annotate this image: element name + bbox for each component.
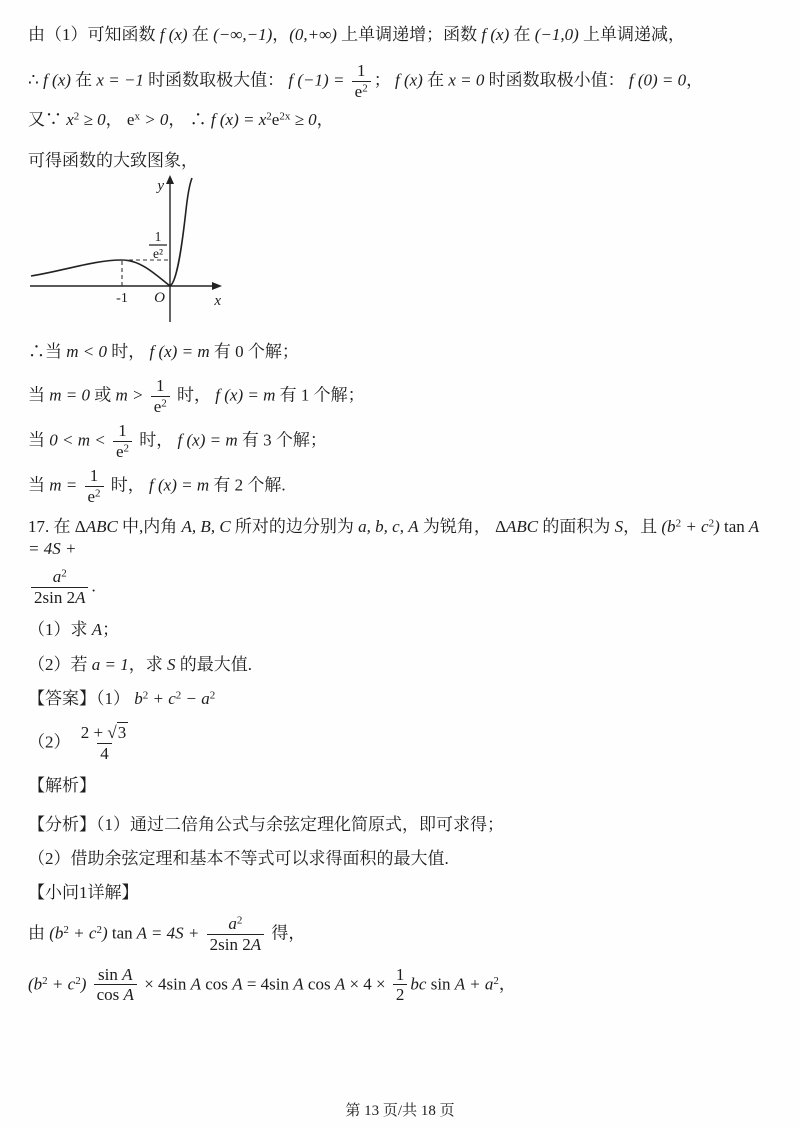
text-run: 为锐角，	[418, 516, 496, 536]
text-run: 上单调递增；函数	[336, 25, 482, 44]
text-run: 在	[70, 70, 97, 90]
math-run: S	[166, 654, 176, 674]
math-run: a	[52, 567, 62, 587]
math-run: + c	[68, 923, 97, 943]
case-m-zero-or-large	[28, 377, 774, 416]
text-run: 的最大值.	[175, 654, 252, 674]
superscript-run: 2	[161, 397, 167, 410]
math-run: 0 < m <	[49, 430, 110, 450]
radicand: 3	[117, 723, 127, 743]
text-run: ，	[498, 973, 516, 993]
math-run: f (x)	[481, 25, 510, 44]
fraction-numerator	[95, 966, 135, 985]
question-1	[28, 619, 774, 641]
fraction-denominator	[85, 486, 104, 506]
text-run: 在	[509, 25, 535, 44]
math-run: = 4sin	[242, 973, 294, 993]
fraction	[207, 915, 264, 954]
text-run: ，	[105, 110, 127, 130]
fraction-denominator	[97, 743, 112, 763]
fraction-numerator	[393, 966, 408, 985]
text-run: （1）求	[28, 620, 92, 640]
fraction	[94, 966, 137, 1005]
text-run: 时，	[107, 342, 150, 361]
math-run: A + a	[454, 973, 494, 993]
fraction-denominator	[113, 441, 132, 461]
math-run: f (−1) =	[288, 70, 349, 90]
text-run: 17. 在	[28, 516, 75, 536]
math-run: ≥ 0	[79, 110, 106, 130]
math-run: f (x)	[394, 70, 423, 90]
fraction-denominator	[352, 81, 371, 101]
fraction-numerator	[87, 467, 102, 486]
text-run: ；	[102, 620, 120, 640]
math-run: ≥ 0	[290, 110, 317, 130]
text-run: 可得函数的大致图象，	[28, 150, 198, 170]
explanation-header	[28, 775, 774, 797]
math-run: × 4sin	[139, 973, 191, 993]
math-run: 1	[89, 465, 99, 485]
math-run: A	[232, 973, 243, 993]
text-run: ，	[316, 110, 334, 130]
fraction-numerator	[225, 915, 245, 934]
text-run: ，	[272, 25, 290, 44]
math-run: x = 0	[448, 70, 485, 90]
superscript-run: 2	[75, 974, 81, 987]
fraction-numerator	[354, 62, 369, 81]
superscript-run: 2	[362, 82, 368, 95]
question-2	[28, 654, 774, 676]
math-run: m >	[115, 385, 148, 405]
superscript-run: 2	[236, 914, 243, 927]
math-run: m =	[49, 475, 82, 495]
math-run: e	[126, 110, 135, 130]
text-run: 时，	[172, 385, 216, 405]
text-run: 中,内角	[117, 516, 182, 536]
superscript-run: 2	[42, 974, 48, 987]
math-run: e	[153, 397, 162, 417]
text-run: 当	[28, 430, 50, 450]
math-run: tan	[111, 923, 133, 943]
superscript-run: 2	[142, 689, 149, 702]
text-run: 的面积为	[538, 516, 615, 536]
math-run: A	[293, 973, 304, 993]
superscript-run: 2x	[279, 110, 291, 123]
text-run: ,	[399, 516, 409, 536]
math-run: x	[66, 110, 74, 130]
math-run: f (x) = m	[177, 430, 238, 450]
math-run: 2sin 2	[34, 588, 76, 608]
x-axis-label: x	[214, 293, 221, 309]
math-run: e	[354, 82, 363, 102]
analysis-part-1	[28, 814, 774, 836]
text-run: ， ∴	[168, 110, 211, 130]
math-run: f (x)	[43, 70, 71, 90]
math-run: A	[123, 985, 134, 1005]
monotonicity-statement	[28, 24, 774, 46]
fraction-numerator	[153, 377, 168, 396]
text-run: 时，	[135, 430, 178, 450]
math-run: (b	[661, 516, 676, 536]
text-run: 由（1）可知函数	[28, 25, 160, 44]
y-value-numerator: 1	[154, 229, 162, 244]
fraction-denominator	[207, 934, 264, 954]
text-run: 在	[422, 70, 449, 90]
math-run: m < 0	[66, 342, 107, 361]
text-run: 当	[28, 475, 50, 495]
superscript-run: 2	[175, 689, 182, 702]
math-run: A = 4S +	[28, 516, 759, 558]
x-tick-label: -1	[116, 291, 128, 306]
math-run: f (x)	[159, 25, 188, 44]
math-run: )	[714, 516, 725, 536]
math-run: e	[271, 110, 280, 130]
math-run: A = 4S +	[132, 923, 204, 943]
math-run: A, B, C	[181, 516, 231, 536]
answer-part-2	[28, 724, 774, 763]
text-run: ∴当	[28, 342, 67, 361]
subquestion-1-header	[28, 882, 774, 904]
text-run: 【解析】	[28, 776, 96, 796]
text-run: （2）	[28, 732, 75, 752]
math-run: ABC	[506, 516, 539, 536]
math-run: b	[134, 688, 143, 708]
math-run: 1	[118, 421, 127, 441]
case-m-equal-max	[28, 467, 774, 506]
radical-sign: √	[107, 723, 117, 743]
math-run: bc	[410, 973, 431, 993]
text-run: ，	[686, 70, 704, 90]
superscript-run: 2	[123, 442, 130, 455]
curve-right-branch	[170, 178, 192, 286]
y-axis-arrow-icon	[166, 175, 174, 184]
math-run: + c	[47, 973, 76, 993]
superscript-run: x	[134, 110, 140, 123]
math-run: (−∞,−1)	[213, 25, 273, 44]
math-run: (b	[28, 973, 43, 993]
math-run: Δ	[74, 516, 86, 536]
math-run: (0,+∞)	[289, 25, 337, 44]
nonnegativity-statement	[28, 109, 774, 131]
math-run: > 0	[139, 110, 169, 130]
fraction	[151, 377, 170, 416]
origin-label: O	[154, 290, 165, 306]
math-run: )	[80, 973, 91, 993]
math-run: f (x) = m	[149, 475, 210, 495]
math-run: + c	[148, 688, 176, 708]
math-run: f (0) = 0	[628, 70, 687, 90]
text-run: 或	[90, 385, 116, 405]
math-run: A	[190, 973, 202, 993]
text-run: 【答案】（1）	[28, 688, 135, 708]
math-run: (−1,0)	[534, 25, 579, 44]
fraction	[78, 724, 131, 763]
x-axis-arrow-icon	[212, 282, 222, 290]
fraction	[352, 62, 371, 101]
text-run: 时函数取极小值：	[484, 70, 629, 90]
sqrt-expression	[107, 722, 128, 742]
text-run: （2）若	[28, 654, 92, 674]
text-run: .	[91, 576, 96, 596]
math-run: e	[115, 441, 124, 461]
superscript-run: 2	[209, 689, 216, 702]
math-run: e	[87, 486, 96, 506]
text-run: 所对的边分别为	[230, 516, 359, 536]
math-run: × 4 ×	[345, 973, 390, 993]
math-run: A	[91, 620, 103, 640]
math-run: f (x) = x	[210, 110, 267, 130]
text-run: （2）借助余弦定理和基本不等式可以求得面积的最大值.	[28, 848, 449, 868]
superscript-run: 2	[675, 517, 682, 529]
function-graph	[28, 174, 774, 337]
case-m-negative	[28, 341, 774, 363]
math-run: ABC	[85, 516, 118, 536]
text-run: 时函数取极大值：	[143, 70, 289, 90]
superscript-run: 2	[73, 110, 80, 123]
answer-part-1	[28, 688, 774, 710]
math-run: A	[408, 516, 419, 536]
superscript-run: 2	[266, 110, 272, 123]
problem-17-statement-fraction	[28, 568, 774, 607]
math-run: a = 1	[91, 654, 129, 674]
derivation-line-2	[28, 966, 774, 1005]
text-run: ∴	[28, 70, 44, 90]
math-run: A	[75, 588, 86, 608]
text-run: 上单调递减，	[578, 25, 686, 44]
fraction-numerator	[115, 422, 130, 441]
fraction-denominator	[94, 984, 137, 1004]
analysis-part-2	[28, 848, 774, 870]
math-run: f (x) = m	[149, 342, 210, 361]
text-run: 由	[28, 923, 50, 943]
math-run: sin	[98, 964, 123, 984]
text-run: 得，	[267, 923, 306, 943]
curve-left-branch	[31, 260, 170, 286]
math-run: )	[101, 923, 112, 943]
text-run: 有 0 个解；	[209, 342, 299, 361]
math-run: tan	[724, 516, 745, 536]
fraction-numerator	[50, 568, 70, 587]
superscript-run: 2	[96, 923, 102, 936]
math-run: Δ	[495, 516, 507, 536]
math-run: A	[334, 973, 346, 993]
math-run: a, b, c	[358, 516, 400, 536]
fraction-denominator	[393, 984, 408, 1004]
math-run: cos	[303, 973, 335, 993]
math-run: 4	[100, 744, 109, 764]
math-run: A	[250, 934, 262, 954]
text-run: 有 1 个解；	[275, 385, 365, 405]
fraction-numerator	[78, 724, 131, 743]
text-run: ；	[373, 70, 395, 90]
text-run: 【分析】（1）通过二倍角公式与余弦定理化简原式，即可求得；	[28, 814, 504, 834]
superscript-run: 2	[95, 487, 101, 500]
text-run: 当	[28, 385, 50, 405]
math-run: 2sin 2	[209, 934, 251, 954]
math-run: x = −1	[96, 70, 144, 90]
math-run: a	[228, 913, 237, 933]
math-run: f (x) = m	[215, 385, 276, 405]
fraction	[113, 422, 132, 461]
math-run: (b	[49, 923, 64, 943]
text-run: ，且	[623, 516, 662, 536]
math-run: 2 +	[80, 723, 108, 743]
extrema-statement	[28, 62, 774, 101]
math-run: + c	[681, 516, 709, 536]
math-run: cos	[201, 973, 233, 993]
y-value-denominator: e²	[152, 246, 164, 261]
case-m-between	[28, 422, 774, 461]
text-run: 在	[187, 25, 214, 44]
math-run: 1	[395, 964, 405, 984]
fraction	[393, 966, 408, 1005]
math-run: A	[122, 964, 133, 984]
superscript-run: 2	[493, 974, 499, 987]
math-run: 1	[356, 61, 366, 81]
fraction	[85, 467, 104, 506]
y-axis-label: y	[157, 178, 164, 194]
text-run: 【小问1详解】	[28, 883, 139, 903]
graph-intro	[28, 150, 774, 172]
math-run: − a	[181, 688, 210, 708]
problem-17-statement	[28, 516, 774, 561]
text-run: ，求	[128, 654, 167, 674]
fraction	[31, 568, 88, 607]
math-run: cos	[96, 985, 124, 1005]
derivation-line-1	[28, 915, 774, 954]
text-run: 时，	[106, 475, 150, 495]
math-run: 1	[156, 376, 165, 396]
text-run: 又∵	[28, 110, 67, 130]
math-run: m = 0	[49, 385, 90, 405]
math-run: S	[614, 516, 624, 536]
fraction-denominator	[151, 396, 170, 416]
superscript-run: 2	[708, 517, 715, 529]
math-run: 2	[395, 985, 405, 1005]
superscript-run: 2	[63, 923, 69, 936]
function-graph-svg	[28, 174, 238, 332]
math-run: sin	[430, 973, 455, 993]
text-run: 有 3 个解；	[237, 430, 327, 450]
text-run: 有 2 个解.	[209, 475, 286, 495]
page-number: 第 13 页/共 18 页	[345, 1103, 455, 1119]
fraction-denominator	[31, 587, 88, 607]
superscript-run: 2	[61, 567, 67, 580]
